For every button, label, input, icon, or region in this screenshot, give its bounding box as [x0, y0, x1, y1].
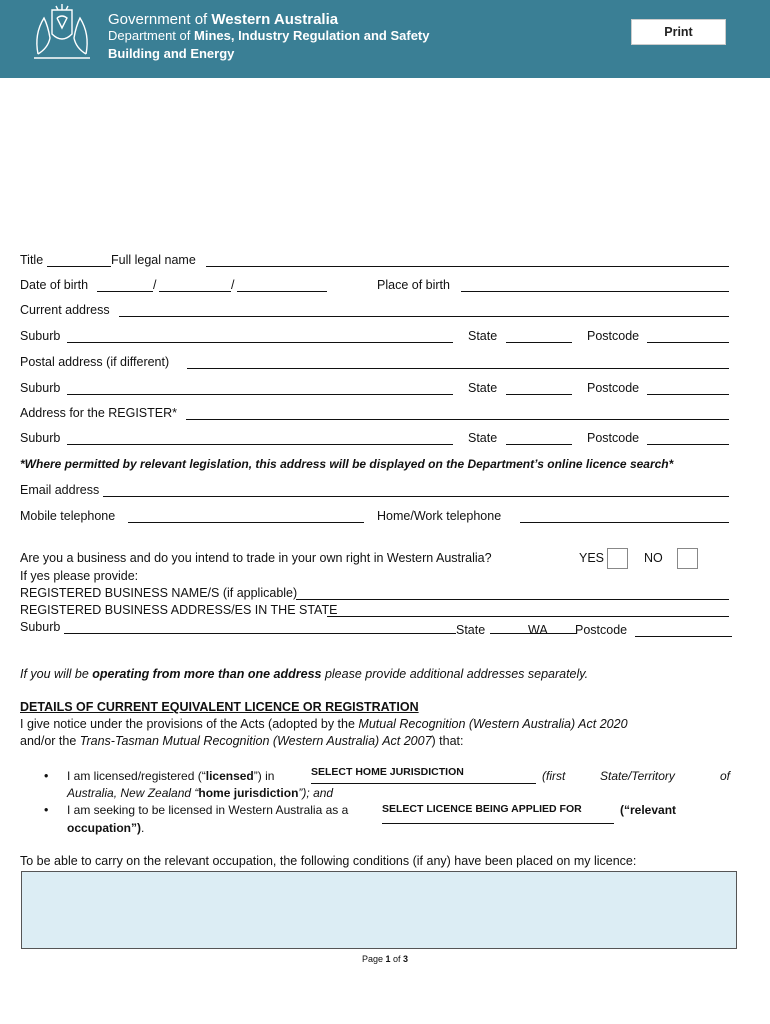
register-address-row	[20, 406, 730, 424]
suburb-label: Suburb	[20, 381, 61, 395]
of-text: of	[720, 769, 731, 783]
postcode-label: Postcode	[575, 623, 628, 637]
state-label: State	[468, 381, 498, 395]
no-label: NO	[644, 551, 663, 565]
business-postcode-field[interactable]	[635, 620, 732, 637]
postcode-field[interactable]	[647, 329, 729, 343]
state-field[interactable]	[506, 431, 572, 445]
suburb-row-postal	[20, 381, 730, 399]
postal-address-label: Postal address (if different)	[20, 355, 170, 369]
state-label: State	[456, 623, 486, 637]
suburb-row-register	[20, 431, 730, 449]
phone-row	[20, 509, 730, 527]
postcode-field[interactable]	[647, 381, 729, 395]
home-jurisdiction-select[interactable]: SELECT HOME JURISDICTION	[311, 766, 536, 784]
first-text: (first	[542, 769, 566, 783]
business-name-row	[20, 586, 730, 604]
postcode-field[interactable]	[647, 431, 729, 445]
dob-day-field[interactable]	[97, 278, 153, 292]
place-of-birth-label: Place of birth	[377, 278, 450, 292]
title-label: Title	[20, 253, 44, 267]
state-field[interactable]	[506, 329, 572, 343]
business-suburb-row	[20, 620, 740, 638]
suburb-row-current	[20, 329, 730, 347]
notice-line-1: I give notice under the provisions of the Acts (adopted by the Mutual Recognition (Western Australia) Act 2020	[20, 717, 628, 731]
email-row	[20, 483, 730, 501]
full-name-field[interactable]	[206, 253, 729, 267]
current-address-field[interactable]	[119, 303, 729, 317]
postcode-label: Postcode	[587, 431, 640, 445]
current-address-row	[20, 303, 730, 321]
conditions-label: To be able to carry on the relevant occupation, the following conditions (if any) have been placed on my licence:	[20, 854, 637, 868]
suburb-field[interactable]	[67, 431, 453, 445]
business-name-label: REGISTERED BUSINESS NAME/S (if applicable)	[20, 586, 298, 600]
bullet-licensed-line1: I am licensed/registered (“licensed”) in	[67, 769, 275, 783]
place-of-birth-field[interactable]	[461, 278, 729, 292]
dob-separator: /	[153, 278, 157, 292]
licence-heading: DETAILS OF CURRENT EQUIVALENT LICENCE OR REGISTRATION	[20, 700, 419, 714]
suburb-field[interactable]	[67, 381, 453, 395]
bullet-seeking-line2: occupation”).	[67, 821, 145, 835]
business-address-row	[20, 603, 730, 621]
suburb-label: Suburb	[20, 620, 61, 634]
title-field[interactable]	[47, 253, 111, 267]
dob-label: Date of birth	[20, 278, 89, 292]
postcode-label: Postcode	[587, 329, 640, 343]
home-work-field[interactable]	[520, 509, 729, 523]
dob-year-field[interactable]	[237, 278, 327, 292]
header-banner	[0, 0, 770, 78]
yes-label: YES	[579, 551, 605, 565]
state-territory-text: State/Territory	[600, 769, 675, 783]
dob-row	[20, 278, 730, 296]
if-yes-text: If yes please provide:	[20, 569, 139, 583]
conditions-textarea[interactable]	[21, 871, 737, 949]
wa-crest-logo	[24, 4, 100, 62]
business-address-label: REGISTERED BUSINESS ADDRESS/ES IN THE STATE	[20, 603, 338, 617]
register-address-label: Address for the REGISTER*	[20, 406, 178, 420]
full-name-label: Full legal name	[111, 253, 196, 267]
postal-address-row	[20, 355, 730, 373]
bullet-dot: •	[44, 769, 49, 783]
business-question: Are you a business and do you intend to trade in your own right in Western Australia?	[20, 551, 492, 565]
bullet-licensed-line2: Australia, New Zealand “home jurisdiction”); and	[67, 786, 334, 800]
page-number: Page 1 of 3	[361, 954, 409, 964]
licence-type-select[interactable]: SELECT LICENCE BEING APPLIED FOR	[382, 803, 614, 824]
yes-checkbox[interactable]	[607, 548, 628, 569]
multiple-address-note: If you will be operating from more than one address please provide additional addresses separately.	[20, 667, 589, 681]
email-label: Email address	[20, 483, 100, 497]
name-row	[20, 253, 730, 271]
state-field[interactable]	[506, 381, 572, 395]
business-name-field[interactable]	[296, 586, 729, 600]
mobile-label: Mobile telephone	[20, 509, 116, 523]
register-note: *Where permitted by relevant legislation, this address will be displayed on the Department’s online licence search*	[20, 457, 674, 471]
dob-separator: /	[231, 278, 235, 292]
state-label: State	[468, 329, 498, 343]
state-label: State	[468, 431, 498, 445]
current-address-label: Current address	[20, 303, 110, 317]
suburb-label: Suburb	[20, 431, 61, 445]
relevant-text: (“relevant	[620, 803, 677, 817]
division-title: Building and Energy	[108, 46, 235, 61]
mobile-field[interactable]	[128, 509, 364, 523]
business-address-field[interactable]	[327, 603, 729, 617]
email-field[interactable]	[103, 483, 729, 497]
suburb-label: Suburb	[20, 329, 61, 343]
government-title: Government of Western Australia	[108, 11, 339, 28]
business-suburb-field[interactable]	[64, 620, 456, 634]
register-address-field[interactable]	[186, 406, 729, 420]
bullet-seeking-line1: I am seeking to be licensed in Western Australia as a	[67, 803, 349, 817]
state-value: WA	[528, 623, 548, 637]
print-button[interactable]: Print	[631, 19, 726, 45]
home-work-label: Home/Work telephone	[377, 509, 502, 523]
postal-address-field[interactable]	[187, 355, 729, 369]
department-title: Department of Mines, Industry Regulation and Safety	[108, 28, 430, 43]
dob-month-field[interactable]	[159, 278, 231, 292]
notice-line-2: and/or the Trans-Tasman Mutual Recognition (Western Australia) Act 2007) that:	[20, 734, 464, 748]
bullet-dot: •	[44, 803, 49, 817]
no-checkbox[interactable]	[677, 548, 698, 569]
suburb-field[interactable]	[67, 329, 453, 343]
postcode-label: Postcode	[587, 381, 640, 395]
